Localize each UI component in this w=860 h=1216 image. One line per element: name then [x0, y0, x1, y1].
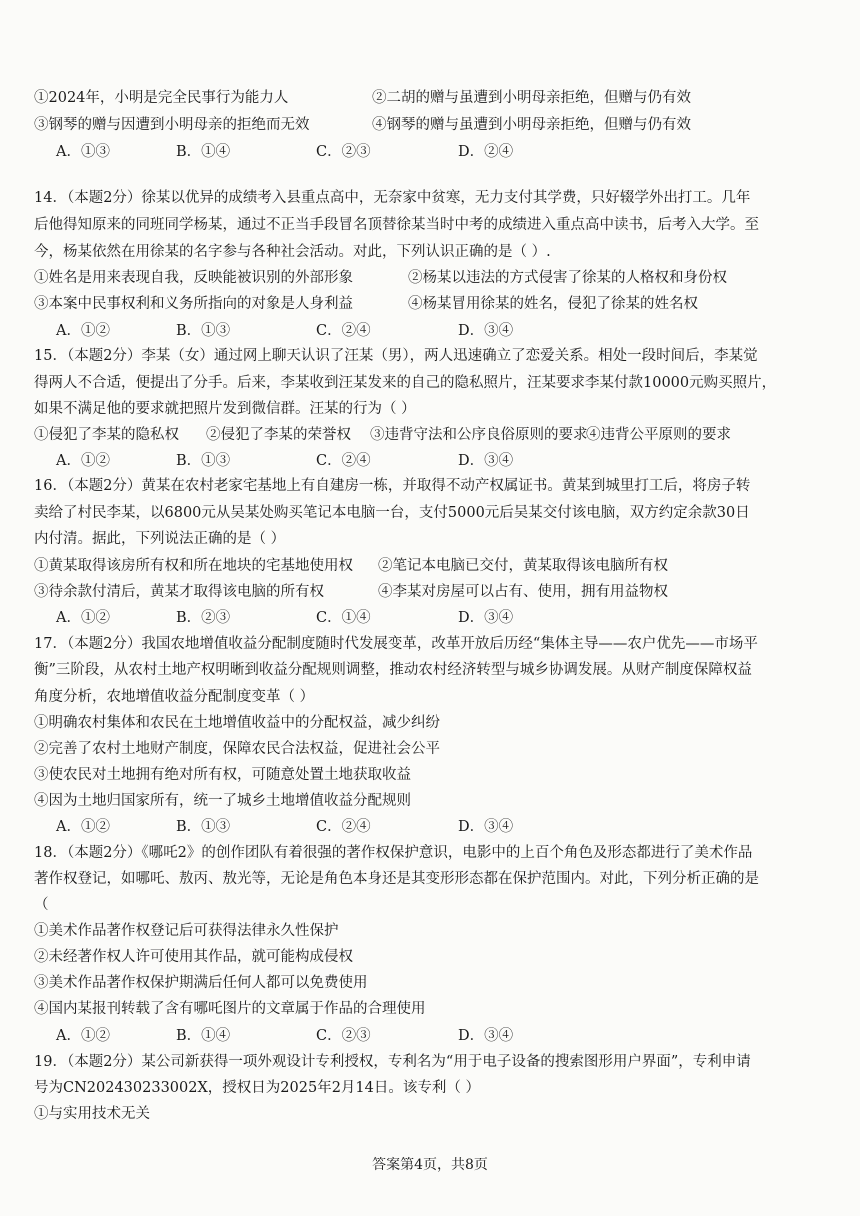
option-a: A．①② [56, 323, 110, 339]
option-c: C．②④ [316, 453, 371, 469]
q17-stem-line-1: 17．（本题2分）我国农地增值收益分配制度随时代发展变革，改革开放后历经“集体主导——农户优先——市场平 [34, 636, 758, 652]
q14-stem-line-1: 14．（本题2分）徐某以优异的成绩考入县重点高中，无奈家中贫寒，无力支付其学费，只好辍学外出打工。几年 [34, 190, 751, 206]
q15-statement-4: ④违背公平原则的要求 [586, 427, 731, 443]
option-c: C．①④ [316, 610, 371, 626]
option-b: B．①③ [176, 323, 231, 339]
q16-statement-1: ①黄某取得该房所有权和所在地块的宅基地使用权 [34, 558, 353, 574]
option-a: A．①② [56, 819, 110, 835]
q14-options [34, 321, 594, 341]
q17-statement-3: ③使农民对土地拥有绝对所有权，可随意处置土地获取收益 [34, 767, 411, 783]
q18-statement-2: ②未经著作权人许可使用其作品，就可能构成侵权 [34, 949, 353, 965]
q18-statement-4: ④国内某报刊转载了含有哪吒图片的文章属于作品的合理使用 [34, 1001, 426, 1017]
q16-stem-line-3: 内付清。据此，下列说法正确的是（ ） [34, 531, 286, 547]
q14-statement-3: ③本案中民事权利和义务所指向的对象是人身利益 [34, 296, 353, 312]
option-b: B．①③ [176, 453, 231, 469]
q13-statement-2: ②二胡的赠与虽遭到小明母亲拒绝，但赠与仍有效 [372, 90, 691, 106]
option-d: D．③④ [458, 819, 514, 835]
option-b: B．①④ [176, 1028, 231, 1044]
option-d: D．③④ [458, 453, 514, 469]
option-d: D．③④ [458, 1028, 514, 1044]
option-a: A．①③ [56, 144, 110, 160]
page-footer: 答案第4页，共8页 [372, 1157, 488, 1173]
q17-statement-2: ②完善了农村土地财产制度，保障农民合法权益，促进社会公平 [34, 741, 440, 757]
q15-statement-1: ①侵犯了李某的隐私权 [34, 427, 179, 443]
q18-stem-line-1: 18．（本题2分）《哪吒2》的创作团队有着很强的著作权保护意识，电影中的上百个角色及形态都进行了美术作品 [34, 845, 753, 861]
q19-stem-line-1: 19．（本题2分）某公司新获得一项外观设计专利授权，专利名为“用于电子设备的搜索图形用户界面”，专利申请 [34, 1054, 751, 1070]
q15-stem-line-1: 15．（本题2分）李某（女）通过网上聊天认识了汪某（男），两人迅速确立了恋爱关系。相处一段时间后，李某觉 [34, 348, 758, 364]
q15-options [34, 451, 594, 471]
q15-statement-2: ②侵犯了李某的荣誉权 [206, 427, 351, 443]
q16-statement-2: ②笔记本电脑已交付，黄某取得该电脑所有权 [378, 558, 668, 574]
q15-statement-3: ③违背守法和公序良俗原则的要求 [370, 427, 588, 443]
q19-statement-1: ①与实用技术无关 [34, 1106, 150, 1122]
option-a: A．①② [56, 453, 110, 469]
option-d: D．③④ [458, 610, 514, 626]
option-c: C．②③ [316, 144, 371, 160]
option-c: C．②④ [316, 323, 371, 339]
option-d: D．③④ [458, 323, 514, 339]
q18-stem-line-3: （ [34, 897, 49, 913]
q16-options [34, 608, 594, 628]
option-c: C．②③ [316, 1028, 371, 1044]
option-b: B．①③ [176, 819, 231, 835]
q18-options [34, 1026, 594, 1046]
q18-statement-1: ①美术作品著作权登记后可获得法律永久性保护 [34, 923, 339, 939]
q14-stem-line-2: 后他得知原来的同班同学杨某，通过不正当手段冒名顶替徐某当时中考的成绩进入重点高中读书，后考入大学。至 [34, 217, 759, 233]
option-b: B．①④ [176, 144, 231, 160]
option-c: C．②④ [316, 819, 371, 835]
q16-statement-3: ③待余款付清后，黄某才取得该电脑的所有权 [34, 584, 324, 600]
q18-stem-line-2: 著作权登记，如哪吒、敖丙、敖光等，无论是角色本身还是其变形形态都在保护范围内。对此，下列分析正确的是 [34, 871, 759, 887]
q17-stem-line-2: 衡”三阶段，从农村土地产权明晰到收益分配规则调整，推动农村经济转型与城乡协调发展。从财产制度保障权益 [34, 662, 752, 678]
q18-statement-3: ③美术作品著作权保护期满后任何人都可以免费使用 [34, 975, 368, 991]
q13-options [34, 142, 594, 162]
q15-stem-line-2: 得两人不合适，便提出了分手。后来，李某收到汪某发来的自己的隐私照片，汪某要求李某付款10000元购买照片， [34, 375, 777, 391]
option-d: D．②④ [458, 144, 514, 160]
q17-statement-1: ①明确农村集体和农民在土地增值收益中的分配权益，减少纠纷 [34, 715, 440, 731]
q16-statement-4: ④李某对房屋可以占有、使用，拥有用益物权 [378, 584, 668, 600]
q13-statement-4: ④钢琴的赠与虽遭到小明母亲拒绝，但赠与仍有效 [372, 117, 691, 133]
q17-stem-line-3: 角度分析，农地增值收益分配制度变革（ ） [34, 689, 315, 705]
q14-statement-2: ②杨某以违法的方式侵害了徐某的人格权和身份权 [408, 270, 727, 286]
q14-statement-1: ①姓名是用来表现自我，反映能被识别的外部形象 [34, 270, 353, 286]
q13-statement-1: ①2024年，小明是完全民事行为能力人 [34, 90, 289, 106]
q14-stem-line-3: 今，杨某依然在用徐某的名字参与各种社会活动。对此，下列认识正确的是（ ）. [34, 244, 551, 260]
q19-stem-line-2: 号为CN202430233002X，授权日为2025年2月14日。该专利（ ） [34, 1080, 480, 1096]
option-b: B．②③ [176, 610, 231, 626]
q13-statement-3: ③钢琴的赠与因遭到小明母亲的拒绝而无效 [34, 117, 310, 133]
q17-statement-4: ④因为土地归国家所有，统一了城乡土地增值收益分配规则 [34, 793, 411, 809]
q16-stem-line-2: 卖给了村民李某，以6800元从吴某处购买笔记本电脑一台，支付5000元后吴某交付该电脑，双方约定余款30日 [34, 505, 750, 521]
q14-statement-4: ④杨某冒用徐某的姓名，侵犯了徐某的姓名权 [408, 296, 698, 312]
q17-options [34, 817, 594, 837]
q15-stem-line-3: 如果不满足他的要求就把照片发到微信群。汪某的行为（ ） [34, 401, 416, 417]
option-a: A．①② [56, 1028, 110, 1044]
option-a: A．①② [56, 610, 110, 626]
q16-stem-line-1: 16．（本题2分）黄某在农村老家宅基地上有自建房一栋，并取得不动产权属证书。黄某到城里打工后，将房子转 [34, 478, 751, 494]
